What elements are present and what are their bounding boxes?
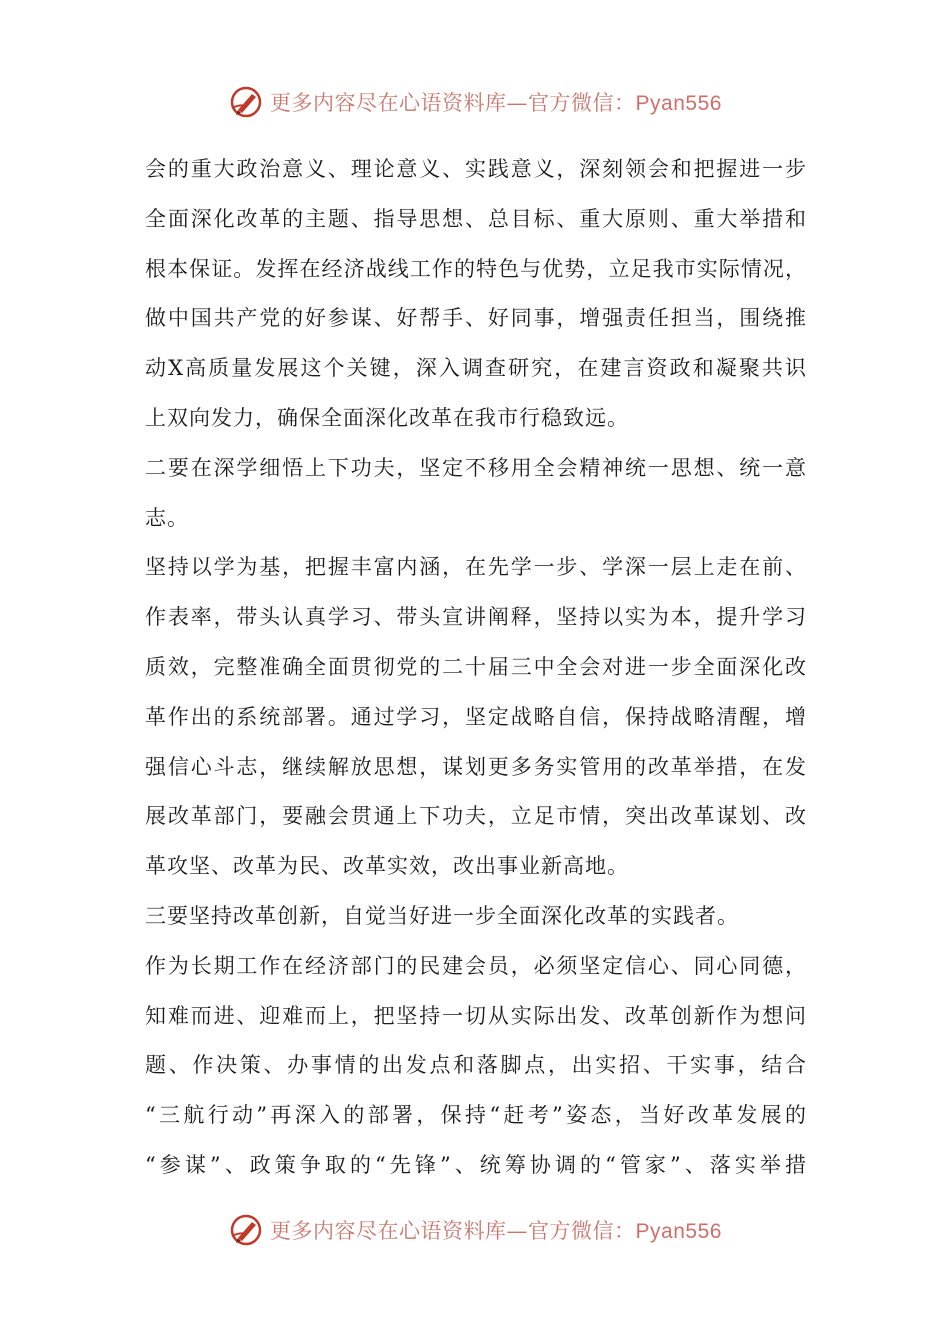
text-line: 做中国共产党的好参谋、好帮手、好同事，增强责任担当，围绕推: [145, 306, 807, 331]
pen-logo-icon: [228, 1212, 264, 1248]
text-line: 作为长期工作在经济部门的民建会员，必须坚定信心、同心同德，: [145, 953, 807, 978]
text-line: 动X高质量发展这个关键，深入调查研究，在建言资政和凝聚共识: [145, 356, 807, 381]
header-banner: [0, 80, 950, 124]
text-line: 志。: [145, 505, 189, 530]
banner-account: Pyan556: [635, 92, 722, 115]
footer-banner: [0, 1208, 950, 1252]
text-line: 上双向发力，确保全面深化改革在我市行稳致远。: [145, 405, 629, 430]
text-line: 作表率，带头认真学习、带头宣讲阐释，坚持以实为本，提升学习: [145, 605, 807, 630]
text-line: 会的重大政治意义、理论意义、实践意义，深刻领会和把握进一步: [145, 157, 807, 181]
banner-account: Pyan556: [635, 1220, 722, 1243]
text-line: 三要坚持改革创新，自觉当好进一步全面深化改革的实践者。: [145, 903, 739, 928]
text-line: 展改革部门，要融会贯通上下功夫，立足市情，突出改革谋划、改: [145, 804, 807, 829]
banner-text: 更多内容尽在心语资料库—官方微信：Pyan556: [270, 1219, 722, 1243]
text-line: 全面深化改革的主题、指导思想、总目标、重大原则、重大举措和: [145, 206, 807, 231]
text-line: 知难而进、迎难而上，把坚持一切从实际出发、改革创新作为想问: [145, 1003, 807, 1028]
text-line: 强信心斗志，继续解放思想，谋划更多务实管用的改革举措，在发: [145, 754, 807, 779]
text-line: “参谋”、政策争取的“先锋”、统筹协调的“管家”、落实举措: [145, 1152, 807, 1177]
text-line: 根本保证。发挥在经济战线工作的特色与优势，立足我市实际情况，: [145, 256, 807, 281]
text-line: 革攻坚、改革为民、改革实效，改出事业新高地。: [145, 854, 629, 879]
text-line: 二要在深学细悟上下功夫，坚定不移用全会精神统一思想、统一意: [145, 455, 807, 480]
text-line: 坚持以学为基，把握丰富内涵，在先学一步、学深一层上走在前、: [145, 555, 807, 580]
text-line: 质效，完整准确全面贯彻党的二十届三中全会对进一步全面深化改: [145, 654, 807, 679]
pen-logo-icon: [228, 84, 264, 120]
document-body: [145, 145, 807, 1191]
banner-text: 更多内容尽在心语资料库—官方微信：Pyan556: [270, 91, 722, 115]
text-line: “三航行动”再深入的部署，保持“赶考”姿态，当好改革发展的: [145, 1103, 807, 1128]
text-line: 题、作决策、办事情的出发点和落脚点，出实招、干实事，结合: [145, 1053, 807, 1078]
text-line: 革作出的系统部署。通过学习，坚定战略自信，保持战略清醒，增: [145, 704, 807, 729]
